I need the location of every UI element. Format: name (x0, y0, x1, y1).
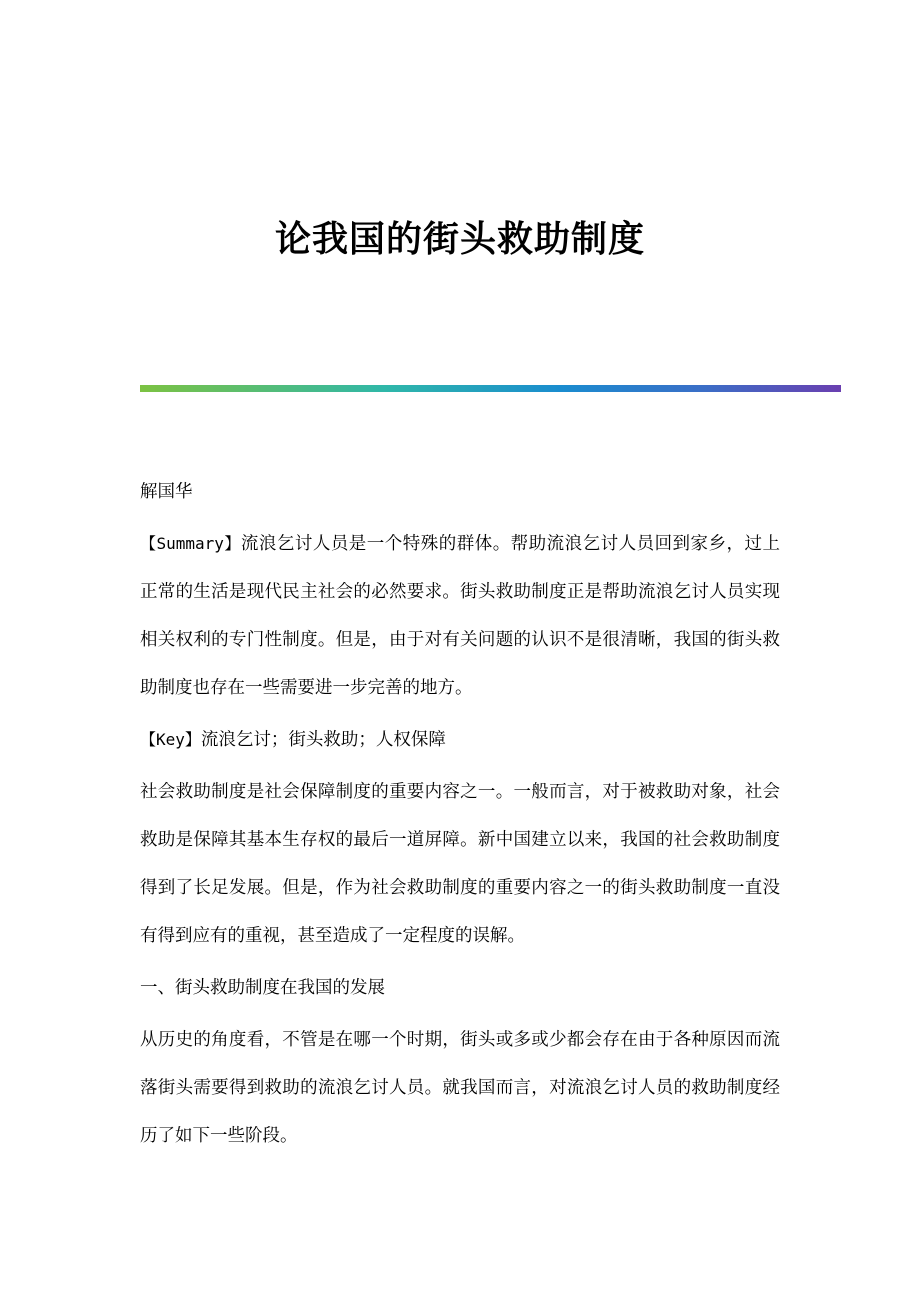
section-heading: 一、街头救助制度在我国的发展 (140, 978, 385, 998)
title-divider (140, 385, 841, 392)
keywords-label: 【Key】 (140, 730, 201, 749)
section-paragraph: 从历史的角度看，不管是在哪一个时期，街头或多或少都会存在由于各种原因而流落街头需要得到救助的流浪乞讨人员。就我国而言，对流浪乞讨人员的救助制度经历了如下一些阶段。 (140, 1030, 780, 1146)
intro-paragraph: 社会救助制度是社会保障制度的重要内容之一。一般而言，对于被救助对象，社会救助是保障其基本生存权的最后一道屏障。新中国建立以来，我国的社会救助制度得到了长足发展。但是，作为社会救助制度的重要内容之一的街头救助制度一直没有得到应有的重视，甚至造成了一定程度的误解。 (140, 782, 780, 946)
document-body (140, 468, 780, 1164)
summary-label: 【Summary】 (140, 534, 241, 553)
author-name: 解国华 (140, 482, 193, 502)
document-title: 论我国的街头救助制度 (274, 219, 645, 260)
keywords-paragraph (140, 716, 780, 764)
keywords-text: 流浪乞讨；街头救助；人权保障 (200, 730, 446, 750)
summary-text: 流浪乞讨人员是一个特殊的群体。帮助流浪乞讨人员回到家乡，过上正常的生活是现代民主社会的必然要求。街头救助制度正是帮助流浪乞讨人员实现相关权利的专门性制度。但是，由于对有关问题的认识不是很清晰，我国的街头救助制度也存在一些需要进一步完善的地方。 (140, 534, 780, 698)
summary-paragraph (140, 520, 780, 712)
